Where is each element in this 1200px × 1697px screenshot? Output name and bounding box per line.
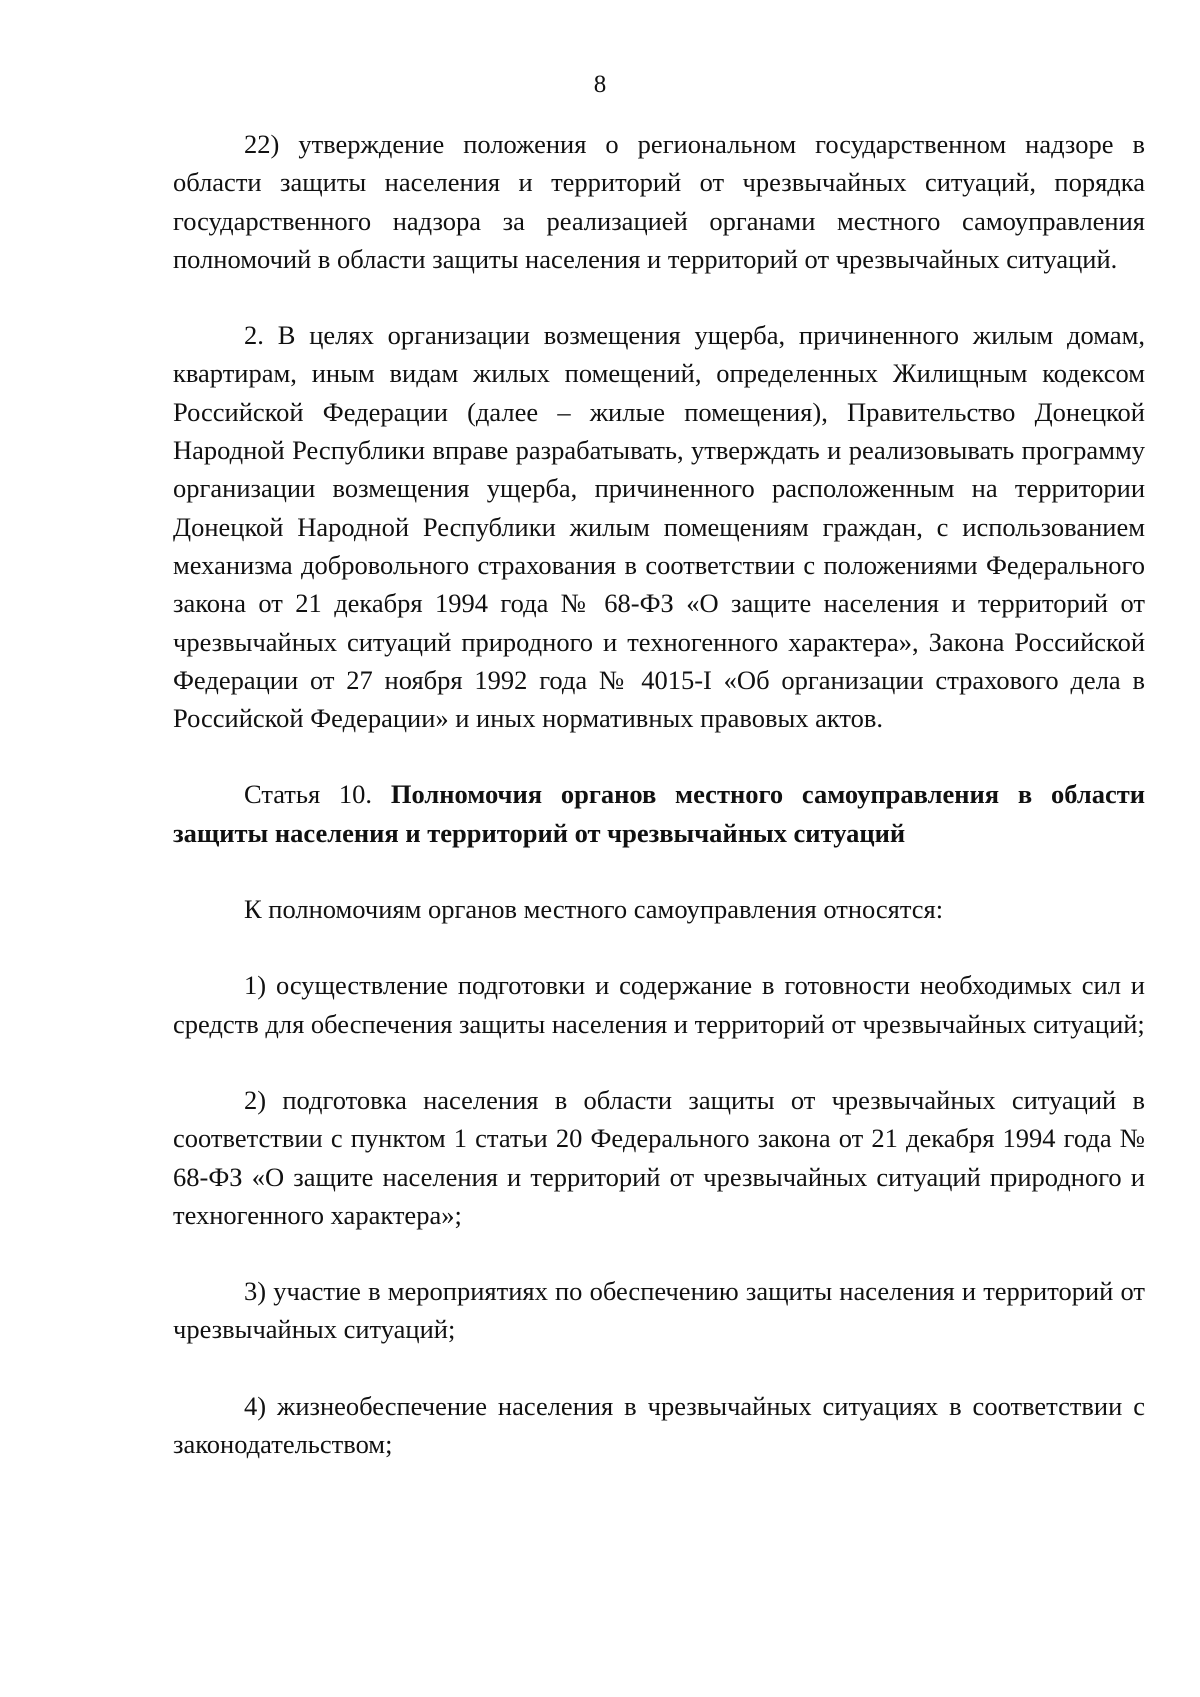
article-heading <box>173 775 1145 852</box>
list-item-1: 1) осуществление подготовки и содержание в готовности необходимых сил и средств для обеспечения защиты населения и территорий от чрезвычайных ситуаций; <box>173 970 1145 1039</box>
list-item-3: 3) участие в мероприятиях по обеспечению защиты населения и территорий от чрезвычайных ситуаций; <box>173 1276 1145 1345</box>
paragraph-item-22: 22) утверждение положения о региональном государственном надзоре в области защиты населения и территорий от чрезвычайных ситуаций, порядка государственного надзора за реализацией органами местного самоуправления полномочий в области защиты населения и территорий от чрезвычайных ситуаций. <box>173 129 1145 274</box>
article-label: Статья 10. <box>244 779 373 810</box>
article-title: Полномочия органов местного самоуправления в области защиты населения и территорий от чрезвычайных ситуаций <box>173 779 1145 848</box>
paragraph-section-2: 2. В целях организации возмещения ущерба, причиненного жилым домам, квартирам, иным видам жилых помещений, определенных Жилищным кодексом Российской Федерации (далее – жилые помещения), Правительство Донецкой Народной Республики вправе разрабатывать, утверждать и реализовывать программу организации возмещения ущерба, причиненного расположенным на территории Донецкой Народной Республики жилым помещениям граждан, с использованием механизма добровольного страхования в соответствии с положениями Федерального закона от 21 декабря 1994 года № 68-ФЗ «О защите населения и территорий от чрезвычайных ситуаций природного и техногенного характера», Закона Российской Федерации от 27 ноября 1992 года № 4015-I «Об организации страхового дела в Российской Федерации» и иных нормативных правовых актов. <box>173 320 1145 734</box>
list-item-4: 4) жизнеобеспечение населения в чрезвычайных ситуациях в соответствии с законодательством; <box>173 1390 1145 1460</box>
list-item-2: 2) подготовка населения в области защиты от чрезвычайных ситуаций в соответствии с пунктом 1 статьи 20 Федерального закона от 21 декабря 1994 года № 68-ФЗ «О защите населения и территорий от чрезвычайных ситуаций природного и техногенного характера»; <box>173 1084 1145 1230</box>
document-body <box>173 125 1145 1463</box>
page-number: 8 <box>593 71 607 98</box>
article-intro: К полномочиям органов местного самоуправления относятся: <box>244 894 944 925</box>
